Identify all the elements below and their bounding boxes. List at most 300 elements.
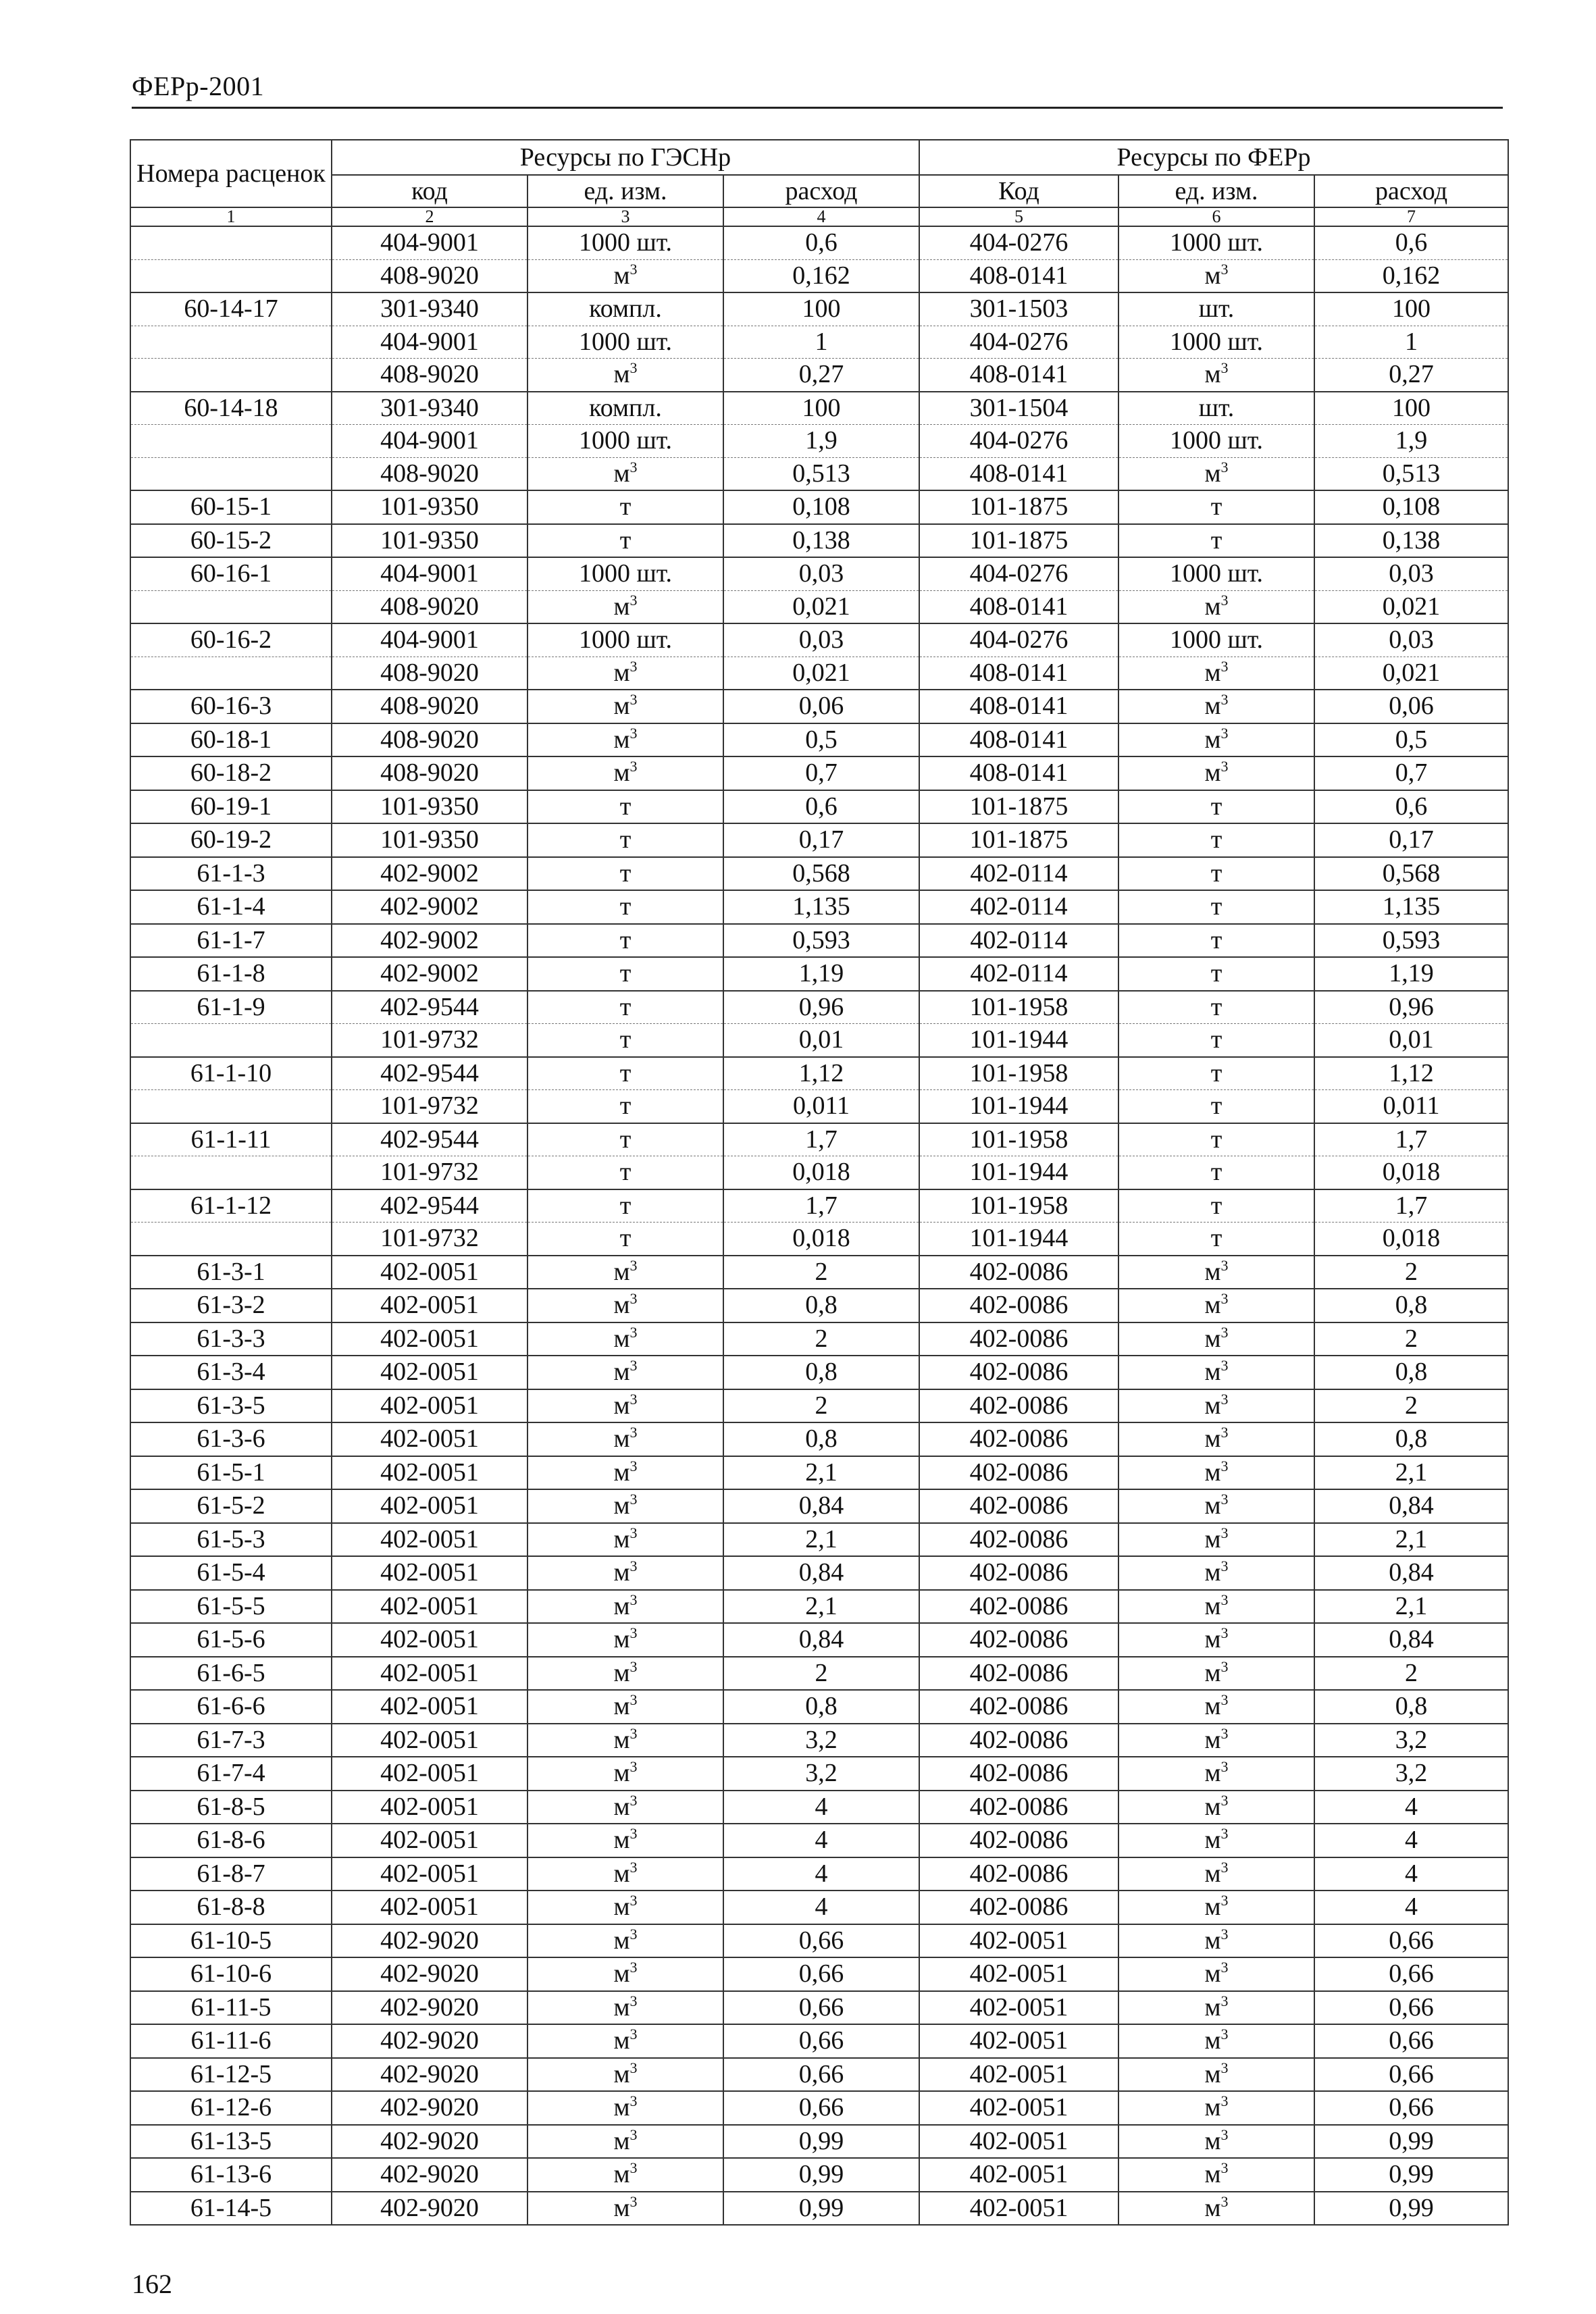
unit-base: м [613, 692, 630, 721]
ferr-unit-cell: 1000 шт. [1118, 425, 1314, 458]
ferr-unit-cell: т [1118, 1024, 1314, 1057]
ferr-code-cell: 402-0051 [919, 2125, 1118, 2159]
gesnr-code-cell: 101-9732 [332, 1156, 527, 1189]
table-row [130, 1924, 1508, 1958]
gesnr-unit-cell [527, 1489, 723, 1523]
gesnr-code-cell: 402-9002 [332, 957, 527, 991]
table-row [130, 226, 1508, 259]
gesnr-amount-cell: 0,66 [723, 1991, 919, 2025]
gesnr-code-cell: 402-9020 [332, 2091, 527, 2125]
ferr-amount-cell: 1 [1314, 326, 1508, 359]
gesnr-code-cell: 402-0051 [332, 1623, 527, 1657]
gesnr-amount-cell: 0,03 [723, 557, 919, 590]
ferr-unit-cell [1118, 1957, 1314, 1991]
table-row [130, 1123, 1508, 1156]
ferr-amount-cell: 0,021 [1314, 590, 1508, 623]
gesnr-unit-cell: т [527, 924, 723, 958]
rate-number-cell: 60-18-1 [130, 723, 332, 757]
unit-exponent: 3 [1220, 2159, 1229, 2177]
unit-base: м [613, 1926, 630, 1955]
ferr-code-cell: 402-0114 [919, 924, 1118, 958]
table-row [130, 2125, 1508, 2159]
rate-number-cell: 61-1-7 [130, 924, 332, 958]
unit-base: м [1204, 1759, 1221, 1788]
unit-exponent: 3 [629, 1825, 638, 1843]
ferr-amount-cell: 1,7 [1314, 1123, 1508, 1156]
ferr-amount-cell: 0,66 [1314, 2024, 1508, 2058]
table-row [130, 1556, 1508, 1590]
ferr-code-cell: 402-0051 [919, 2158, 1118, 2192]
rate-number-cell: 61-11-5 [130, 1991, 332, 2025]
table-row [130, 890, 1508, 924]
ferr-unit-cell: т [1118, 1156, 1314, 1189]
gesnr-code-cell: 402-0051 [332, 1556, 527, 1590]
ferr-amount-cell: 0,84 [1314, 1623, 1508, 1657]
gesnr-unit-cell [527, 2058, 723, 2092]
ferr-unit-cell: 1000 шт. [1118, 326, 1314, 359]
gesnr-unit-cell [527, 1757, 723, 1791]
ferr-amount-cell: 2 [1314, 1657, 1508, 1691]
ferr-amount-cell: 0,66 [1314, 1991, 1508, 2025]
table-row [130, 590, 1508, 623]
ferr-code-cell: 402-0086 [919, 1690, 1118, 1724]
rate-number-cell: 60-18-2 [130, 756, 332, 790]
ferr-code-cell: 101-1875 [919, 524, 1118, 558]
gesnr-amount-cell: 0,5 [723, 723, 919, 757]
gesnr-unit-cell: т [527, 957, 723, 991]
ferr-code-cell: 402-0051 [919, 1957, 1118, 1991]
unit-exponent: 3 [1220, 1959, 1229, 1976]
unit-exponent: 3 [1220, 1691, 1229, 1709]
unit-base: м [613, 1358, 630, 1387]
gesnr-unit-cell [527, 2091, 723, 2125]
gesnr-amount-cell: 2 [723, 1657, 919, 1691]
table-row [130, 1657, 1508, 1691]
unit-exponent: 3 [1220, 1825, 1229, 1843]
ferr-unit-cell [1118, 1489, 1314, 1523]
gesnr-unit-cell [527, 457, 723, 490]
ferr-unit-cell [1118, 2192, 1314, 2226]
rate-number-cell [130, 359, 332, 392]
table-row [130, 1757, 1508, 1791]
unit-exponent: 3 [629, 260, 638, 278]
rate-number-cell: 60-15-2 [130, 524, 332, 558]
unit-exponent: 3 [1220, 1992, 1229, 2009]
table-row [130, 1422, 1508, 1456]
unit-base: м [613, 360, 630, 389]
gesnr-amount-cell: 0,99 [723, 2158, 919, 2192]
unit-exponent: 3 [629, 2092, 638, 2110]
gesnr-amount-cell: 0,018 [723, 1223, 919, 1256]
ferr-code-cell: 402-0114 [919, 890, 1118, 924]
rate-number-cell: 61-1-12 [130, 1189, 332, 1223]
ferr-code-cell: 402-0086 [919, 1857, 1118, 1891]
ferr-amount-cell: 0,84 [1314, 1556, 1508, 1590]
ferr-unit-cell [1118, 1924, 1314, 1958]
ferr-amount-cell: 4 [1314, 1791, 1508, 1824]
rate-number-cell [130, 1156, 332, 1189]
gesnr-code-cell: 408-9020 [332, 359, 527, 392]
unit-base: м [613, 759, 630, 788]
table-row [130, 1024, 1508, 1057]
gesnr-amount-cell: 0,99 [723, 2125, 919, 2159]
ferr-amount-cell: 1,9 [1314, 425, 1508, 458]
column-number: 3 [527, 207, 723, 226]
unit-base: м [613, 1893, 630, 1922]
ferr-unit-cell: т [1118, 924, 1314, 958]
gesnr-code-cell: 402-0051 [332, 1690, 527, 1724]
gesnr-code-cell: 402-9544 [332, 991, 527, 1024]
ferr-code-cell: 101-1944 [919, 1090, 1118, 1123]
rate-number-cell: 61-3-3 [130, 1322, 332, 1356]
ferr-code-cell: 402-0086 [919, 1256, 1118, 1289]
ferr-unit-cell [1118, 1556, 1314, 1590]
unit-base: м [1204, 725, 1221, 754]
rate-number-cell: 61-14-5 [130, 2192, 332, 2226]
gesnr-amount-cell: 0,01 [723, 1024, 919, 1057]
unit-exponent: 3 [1220, 1724, 1229, 1742]
rate-number-cell [130, 657, 332, 690]
gesnr-code-cell: 101-9732 [332, 1223, 527, 1256]
ferr-amount-cell: 0,138 [1314, 524, 1508, 558]
ferr-code-cell: 101-1944 [919, 1156, 1118, 1189]
ferr-unit-cell: т [1118, 1223, 1314, 1256]
gesnr-unit-cell: т [527, 991, 723, 1024]
table-row [130, 1857, 1508, 1891]
unit-base: м [1204, 1558, 1221, 1587]
table-row [130, 490, 1508, 524]
gesnr-code-cell: 408-9020 [332, 590, 527, 623]
unit-base: м [613, 1692, 630, 1721]
rate-number-cell: 61-1-9 [130, 991, 332, 1024]
gesnr-code-cell: 402-0051 [332, 1891, 527, 1924]
rate-number-cell: 61-10-6 [130, 1957, 332, 1991]
unit-exponent: 3 [1220, 691, 1229, 709]
table-row [130, 1489, 1508, 1523]
unit-exponent: 3 [1220, 724, 1229, 742]
rate-number-cell [130, 457, 332, 490]
unit-base: м [1204, 658, 1221, 687]
unit-exponent: 3 [629, 1657, 638, 1675]
ferr-amount-cell: 0,8 [1314, 1289, 1508, 1322]
unit-exponent: 3 [1220, 1925, 1229, 1943]
unit-exponent: 3 [629, 1256, 638, 1274]
unit-exponent: 3 [629, 1858, 638, 1876]
ferr-code-cell: 408-0141 [919, 756, 1118, 790]
gesnr-amount-cell: 0,108 [723, 490, 919, 524]
table-row [130, 1356, 1508, 1389]
ferr-code-cell: 402-0086 [919, 1456, 1118, 1490]
unit-exponent: 3 [629, 1558, 638, 1575]
unit-base: м [613, 1491, 630, 1520]
gesnr-unit-cell [527, 1422, 723, 1456]
ferr-code-cell: 402-0051 [919, 2058, 1118, 2092]
unit-exponent: 3 [629, 1892, 638, 1909]
gesnr-unit-cell [527, 2158, 723, 2192]
rate-number-cell [130, 326, 332, 359]
gesnr-group-header: Ресурсы по ГЭСНр [332, 140, 919, 175]
gesnr-unit-cell [527, 2192, 723, 2226]
ferr-unit-cell: т [1118, 1123, 1314, 1156]
rate-number-cell: 61-8-5 [130, 1791, 332, 1824]
ferr-unit-cell: т [1118, 957, 1314, 991]
unit-base: м [613, 1959, 630, 1988]
gesnr-unit-cell: 1000 шт. [527, 425, 723, 458]
ferr-code-cell: 404-0276 [919, 326, 1118, 359]
ferr-code-cell: 402-0114 [919, 857, 1118, 891]
unit-base: м [1204, 1826, 1221, 1855]
ferr-code-cell: 402-0086 [919, 1824, 1118, 1857]
rate-number-cell: 61-1-10 [130, 1057, 332, 1090]
gesnr-code-cell: 101-9350 [332, 823, 527, 857]
table-row [130, 1322, 1508, 1356]
gesnr-unit-cell [527, 359, 723, 392]
ferr-amount-cell: 0,011 [1314, 1090, 1508, 1123]
table-row [130, 392, 1508, 425]
unit-base: м [1204, 459, 1221, 488]
table-row [130, 557, 1508, 590]
ferr-unit-cell [1118, 1724, 1314, 1757]
unit-base: м [613, 1591, 630, 1620]
unit-base: м [1204, 1491, 1221, 1520]
rate-number-cell: 60-16-3 [130, 690, 332, 723]
table-row [130, 2058, 1508, 2092]
gesnr-unit-cell [527, 1456, 723, 1490]
table-row [130, 1824, 1508, 1857]
rate-number-cell: 60-16-1 [130, 557, 332, 590]
ferr-amount-cell: 1,135 [1314, 890, 1508, 924]
rate-number-cell: 61-10-5 [130, 1924, 332, 1958]
unit-exponent: 3 [629, 1323, 638, 1341]
unit-exponent: 3 [629, 2159, 638, 2177]
ferr-unit-cell: т [1118, 490, 1314, 524]
rate-number-cell: 61-5-3 [130, 1523, 332, 1557]
ferr-amount-cell: 2,1 [1314, 1523, 1508, 1557]
ferr-unit-cell [1118, 2091, 1314, 2125]
gesnr-unit-cell: т [527, 1156, 723, 1189]
gesnr-unit-header: ед. изм. [527, 175, 723, 207]
ferr-amount-cell: 1,12 [1314, 1057, 1508, 1090]
ferr-code-cell: 404-0276 [919, 226, 1118, 259]
rate-number-cell: 61-5-2 [130, 1489, 332, 1523]
gesnr-code-cell: 402-0051 [332, 1523, 527, 1557]
gesnr-unit-cell [527, 1824, 723, 1857]
unit-base: м [1204, 1893, 1221, 1922]
column-number: 7 [1314, 207, 1508, 226]
gesnr-unit-cell: т [527, 1024, 723, 1057]
gesnr-amount-cell: 3,2 [723, 1757, 919, 1791]
unit-exponent: 3 [1220, 1858, 1229, 1876]
unit-exponent: 3 [629, 758, 638, 775]
ferr-code-cell: 402-0086 [919, 1657, 1118, 1691]
rate-number-cell: 61-7-3 [130, 1724, 332, 1757]
ferr-amount-cell: 0,6 [1314, 790, 1508, 824]
rate-number-cell [130, 1024, 332, 1057]
table-row [130, 1623, 1508, 1657]
gesnr-amount-cell: 0,66 [723, 1957, 919, 1991]
ferr-unit-cell: т [1118, 524, 1314, 558]
ferr-amount-cell: 0,66 [1314, 2058, 1508, 2092]
gesnr-amount-cell: 1,12 [723, 1057, 919, 1090]
unit-base: м [613, 1324, 630, 1353]
gesnr-unit-cell [527, 1657, 723, 1691]
gesnr-code-cell: 402-0051 [332, 1256, 527, 1289]
gesnr-code-cell: 402-0051 [332, 1456, 527, 1490]
ferr-code-cell: 402-0086 [919, 1389, 1118, 1423]
gesnr-code-cell: 402-9020 [332, 1957, 527, 1991]
unit-base: м [613, 1424, 630, 1454]
ferr-unit-cell: т [1118, 1090, 1314, 1123]
ferr-unit-cell [1118, 690, 1314, 723]
unit-exponent: 3 [629, 1357, 638, 1374]
rate-numbers-header: Номера расценок [130, 140, 332, 207]
table-row [130, 2192, 1508, 2226]
table-row [130, 1690, 1508, 1724]
table-header [130, 140, 1508, 226]
unit-base: м [1204, 1959, 1221, 1988]
unit-base: м [1204, 1725, 1221, 1754]
gesnr-unit-cell: 1000 шт. [527, 226, 723, 259]
unit-base: м [613, 261, 630, 290]
gesnr-code-cell: 402-0051 [332, 1322, 527, 1356]
gesnr-code-cell: 402-9020 [332, 1924, 527, 1958]
unit-exponent: 3 [1220, 1323, 1229, 1341]
table-row [130, 292, 1508, 326]
gesnr-amount-cell: 4 [723, 1857, 919, 1891]
ferr-amount-cell: 0,8 [1314, 1422, 1508, 1456]
rate-number-cell: 61-1-8 [130, 957, 332, 991]
ferr-amount-header: расход [1314, 175, 1508, 207]
unit-base: м [613, 1625, 630, 1654]
gesnr-unit-cell: т [527, 1223, 723, 1256]
ferr-amount-cell: 3,2 [1314, 1724, 1508, 1757]
unit-base: м [613, 1558, 630, 1587]
table-row [130, 1523, 1508, 1557]
table-row [130, 2158, 1508, 2192]
gesnr-unit-cell [527, 1690, 723, 1724]
gesnr-unit-cell [527, 1389, 723, 1423]
unit-base: м [1204, 1324, 1221, 1353]
unit-base: м [613, 1257, 630, 1286]
ferr-amount-cell: 0,27 [1314, 359, 1508, 392]
ferr-amount-cell: 0,66 [1314, 1957, 1508, 1991]
unit-exponent: 3 [629, 458, 638, 475]
rate-number-cell: 60-16-2 [130, 623, 332, 657]
unit-exponent: 3 [629, 1591, 638, 1608]
gesnr-unit-cell: компл. [527, 392, 723, 425]
rate-number-cell [130, 1223, 332, 1256]
ferr-amount-cell: 1,19 [1314, 957, 1508, 991]
column-number: 6 [1118, 207, 1314, 226]
ferr-code-cell: 402-0051 [919, 2024, 1118, 2058]
unit-exponent: 3 [1220, 1892, 1229, 1909]
ferr-amount-cell: 0,8 [1314, 1356, 1508, 1389]
ferr-amount-cell: 2 [1314, 1322, 1508, 1356]
table-row [130, 1057, 1508, 1090]
rate-number-cell: 61-7-4 [130, 1757, 332, 1791]
gesnr-amount-cell: 0,84 [723, 1489, 919, 1523]
gesnr-unit-cell [527, 259, 723, 292]
unit-exponent: 3 [1220, 1624, 1229, 1642]
unit-base: м [613, 592, 630, 621]
unit-exponent: 3 [629, 691, 638, 709]
ferr-amount-cell: 0,018 [1314, 1156, 1508, 1189]
gesnr-unit-cell [527, 1891, 723, 1924]
gesnr-amount-cell: 1,19 [723, 957, 919, 991]
unit-base: м [1204, 1291, 1221, 1320]
gesnr-amount-cell: 0,7 [723, 756, 919, 790]
table-row [130, 924, 1508, 958]
rate-number-cell: 61-12-5 [130, 2058, 332, 2092]
gesnr-amount-cell: 2,1 [723, 1456, 919, 1490]
gesnr-amount-cell: 0,99 [723, 2192, 919, 2226]
gesnr-amount-cell: 4 [723, 1824, 919, 1857]
gesnr-amount-cell: 0,17 [723, 823, 919, 857]
table-row [130, 2024, 1508, 2058]
rate-number-cell: 61-1-11 [130, 1123, 332, 1156]
unit-base: м [613, 1992, 630, 2022]
table-row [130, 1724, 1508, 1757]
ferr-code-cell: 101-1958 [919, 991, 1118, 1024]
ferr-code-cell: 408-0141 [919, 359, 1118, 392]
unit-exponent: 3 [629, 591, 638, 609]
ferr-unit-cell [1118, 1289, 1314, 1322]
table-row [130, 1791, 1508, 1824]
gesnr-code-cell: 402-0051 [332, 1724, 527, 1757]
ferr-code-cell: 402-0086 [919, 1757, 1118, 1791]
unit-exponent: 3 [1220, 1591, 1229, 1608]
ferr-unit-cell [1118, 1456, 1314, 1490]
ferr-code-cell: 101-1958 [919, 1189, 1118, 1223]
ferr-amount-cell: 0,03 [1314, 623, 1508, 657]
ferr-code-cell: 408-0141 [919, 590, 1118, 623]
rate-number-cell [130, 226, 332, 259]
ferr-amount-cell: 4 [1314, 1857, 1508, 1891]
gesnr-code-header: код [332, 175, 527, 207]
gesnr-amount-cell: 0,8 [723, 1422, 919, 1456]
gesnr-amount-cell: 0,96 [723, 991, 919, 1024]
gesnr-amount-header: расход [723, 175, 919, 207]
ferr-amount-cell: 0,021 [1314, 657, 1508, 690]
table-row [130, 1189, 1508, 1223]
gesnr-unit-cell [527, 1256, 723, 1289]
ferr-code-cell: 402-0086 [919, 1356, 1118, 1389]
gesnr-amount-cell: 0,6 [723, 790, 919, 824]
gesnr-amount-cell: 0,513 [723, 457, 919, 490]
rate-number-cell [130, 1090, 332, 1123]
gesnr-amount-cell: 0,84 [723, 1623, 919, 1657]
gesnr-amount-cell: 2,1 [723, 1523, 919, 1557]
gesnr-code-cell: 402-9020 [332, 1991, 527, 2025]
rate-number-cell: 61-3-1 [130, 1256, 332, 1289]
rate-number-cell: 61-11-6 [130, 2024, 332, 2058]
gesnr-code-cell: 402-0051 [332, 1857, 527, 1891]
ferr-unit-cell: 1000 шт. [1118, 623, 1314, 657]
unit-base: м [1204, 1926, 1221, 1955]
gesnr-unit-cell [527, 2125, 723, 2159]
unit-base: м [1204, 1458, 1221, 1487]
gesnr-code-cell: 101-9350 [332, 790, 527, 824]
ferr-unit-cell [1118, 259, 1314, 292]
gesnr-unit-cell [527, 1791, 723, 1824]
gesnr-amount-cell: 0,138 [723, 524, 919, 558]
unit-base: м [613, 1458, 630, 1487]
ferr-code-cell: 101-1875 [919, 490, 1118, 524]
ferr-unit-cell [1118, 1757, 1314, 1791]
unit-exponent: 3 [1220, 1524, 1229, 1541]
rate-number-cell [130, 259, 332, 292]
table-row [130, 1289, 1508, 1322]
